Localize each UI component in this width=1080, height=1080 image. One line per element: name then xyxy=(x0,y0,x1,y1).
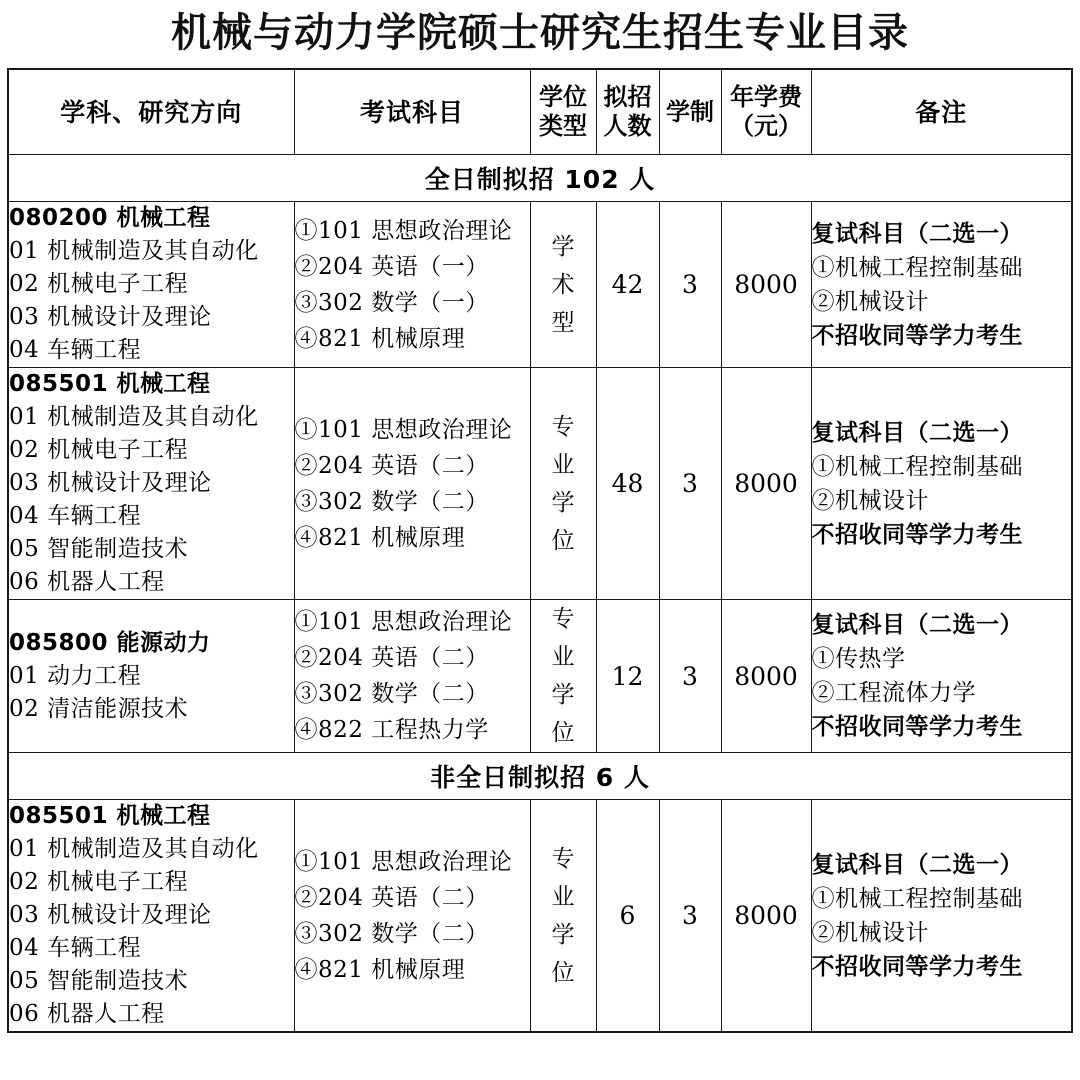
table-header-row xyxy=(8,69,1072,155)
column-header-degree-type-line2: 类型 xyxy=(539,112,587,140)
research-direction-item: 03 机械设计及理论 xyxy=(9,470,212,496)
exam-subject-item: ②204 英语（二） xyxy=(294,645,489,671)
cell-degree-type xyxy=(530,600,596,753)
degree-type-char: 学 xyxy=(551,233,575,260)
page-title: 机械与动力学院硕士研究生招生专业目录 xyxy=(171,9,909,56)
research-direction-item: 01 机械制造及其自动化 xyxy=(9,836,259,862)
exam-subject-item: ①101 思想政治理论 xyxy=(294,609,513,635)
cell-direction xyxy=(8,202,294,368)
cell-exam-subjects xyxy=(294,600,530,753)
major-title: 085501 机械工程 xyxy=(9,371,211,397)
cell-fee: 8000 xyxy=(721,800,811,1033)
exam-subject-item: ④821 机械原理 xyxy=(294,325,466,352)
remarks-title: 复试科目（二选一） xyxy=(811,851,1023,878)
remarks-item: ②工程流体力学 xyxy=(811,680,976,706)
remarks-title: 复试科目（二选一） xyxy=(811,220,1023,247)
column-header-direction-label: 学科、研究方向 xyxy=(60,97,243,127)
section-band-label: 全日制拟招 102 人 xyxy=(424,165,656,194)
remarks-item: ①机械工程控制基础 xyxy=(811,453,1023,480)
remarks-item: ①机械工程控制基础 xyxy=(811,254,1023,281)
degree-type-char: 位 xyxy=(551,959,575,986)
table-row xyxy=(8,368,1072,600)
degree-type-char: 位 xyxy=(551,720,575,746)
exam-subject-item: ③302 数学（二） xyxy=(294,681,489,707)
research-direction-item: 04 车辆工程 xyxy=(9,935,142,961)
research-direction-item: 01 机械制造及其自动化 xyxy=(9,404,259,430)
section-band-cell xyxy=(8,753,1072,800)
degree-type-char: 业 xyxy=(551,883,575,910)
cell-degree-type xyxy=(530,368,596,600)
cell-fee: 8000 xyxy=(721,202,811,368)
cell-fee: 8000 xyxy=(721,368,811,600)
remarks-warning: 不招收同等学力考生 xyxy=(811,953,1023,980)
column-header-degree-type-lines xyxy=(531,83,596,141)
cell-remarks xyxy=(811,600,1072,753)
exam-subject-item: ④821 机械原理 xyxy=(294,524,466,551)
exam-subject-item: ②204 英语（一） xyxy=(294,253,489,280)
column-header-remarks xyxy=(811,69,1072,155)
major-title: 085800 能源动力 xyxy=(9,629,211,656)
degree-type-vertical xyxy=(531,600,596,752)
major-title: 080200 机械工程 xyxy=(9,205,211,231)
research-direction-item: 01 动力工程 xyxy=(9,662,142,689)
section-band-row xyxy=(8,753,1072,800)
remarks-title: 复试科目（二选一） xyxy=(811,419,1023,446)
column-header-fee-lines xyxy=(722,83,811,141)
exam-subject-item: ④822 工程热力学 xyxy=(294,717,489,743)
research-direction-item: 05 智能制造技术 xyxy=(9,968,189,994)
exam-subject-item: ③302 数学（一） xyxy=(294,289,489,316)
column-header-fee xyxy=(721,69,811,155)
exam-subject-item: ④821 机械原理 xyxy=(294,956,466,983)
remarks-item: ②机械设计 xyxy=(811,487,929,514)
exam-subject-item: ①101 思想政治理论 xyxy=(294,416,513,443)
column-header-quota-line1: 拟招 xyxy=(603,83,652,111)
remarks-title: 复试科目（二选一） xyxy=(811,612,1023,638)
degree-type-char: 专 xyxy=(551,606,575,632)
cell-remarks xyxy=(811,800,1072,1033)
degree-type-char: 术 xyxy=(551,271,575,298)
exam-subject-item: ③302 数学（二） xyxy=(294,920,489,947)
remarks-warning: 不招收同等学力考生 xyxy=(811,521,1023,548)
section-band-label: 非全日制拟招 6 人 xyxy=(430,763,650,792)
remarks-item: ②机械设计 xyxy=(811,288,929,315)
degree-type-vertical xyxy=(531,408,596,560)
degree-type-char: 专 xyxy=(551,845,575,872)
degree-type-char: 业 xyxy=(551,644,575,670)
column-header-quota xyxy=(596,69,659,155)
cell-fee: 8000 xyxy=(721,600,811,753)
exam-subject-item: ①101 思想政治理论 xyxy=(294,848,513,875)
research-direction-item: 02 机械电子工程 xyxy=(9,869,189,895)
column-header-fee-line1: 年学费 xyxy=(730,83,802,111)
column-header-degree-type xyxy=(530,69,596,155)
cell-exam-subjects xyxy=(294,800,530,1033)
table-row xyxy=(8,800,1072,1033)
cell-degree-type xyxy=(530,800,596,1033)
section-band-row xyxy=(8,155,1072,202)
cell-duration: 3 xyxy=(659,600,721,753)
cell-exam-subjects xyxy=(294,202,530,368)
degree-type-char: 学 xyxy=(551,682,575,708)
cell-quota: 12 xyxy=(596,600,659,753)
exam-subject-item: ②204 英语（二） xyxy=(294,884,489,911)
research-direction-item: 02 机械电子工程 xyxy=(9,271,189,297)
column-header-fee-line2: （元） xyxy=(730,112,802,140)
cell-direction xyxy=(8,600,294,753)
remarks-item: ②机械设计 xyxy=(811,919,929,946)
exam-subject-item: ①101 思想政治理论 xyxy=(294,217,513,244)
cell-quota: 6 xyxy=(596,800,659,1033)
column-header-duration-label: 学制 xyxy=(666,97,714,126)
admissions-catalog-table xyxy=(7,68,1073,1033)
degree-type-char: 型 xyxy=(551,309,575,336)
degree-type-char: 专 xyxy=(551,413,575,440)
cell-direction xyxy=(8,368,294,600)
research-direction-item: 03 机械设计及理论 xyxy=(9,902,212,928)
research-direction-item: 04 车辆工程 xyxy=(9,337,142,363)
section-band-cell xyxy=(8,155,1072,202)
remarks-item: ①传热学 xyxy=(811,646,906,672)
research-direction-item: 06 机器人工程 xyxy=(9,1001,165,1027)
table-row xyxy=(8,600,1072,753)
degree-type-char: 位 xyxy=(551,527,575,554)
column-header-remarks-label: 备注 xyxy=(915,97,968,127)
research-direction-item: 02 清洁能源技术 xyxy=(9,695,189,722)
cell-duration: 3 xyxy=(659,368,721,600)
column-header-exam-subjects xyxy=(294,69,530,155)
column-header-quota-line2: 人数 xyxy=(603,112,652,140)
exam-subject-item: ②204 英语（二） xyxy=(294,452,489,479)
cell-quota: 48 xyxy=(596,368,659,600)
degree-type-vertical xyxy=(531,228,596,342)
column-header-duration xyxy=(659,69,721,155)
degree-type-char: 学 xyxy=(551,489,575,516)
remarks-warning: 不招收同等学力考生 xyxy=(811,322,1023,349)
degree-type-char: 学 xyxy=(551,921,575,948)
research-direction-item: 04 车辆工程 xyxy=(9,503,142,529)
research-direction-item: 02 机械电子工程 xyxy=(9,437,189,463)
degree-type-char: 业 xyxy=(551,451,575,478)
cell-duration: 3 xyxy=(659,202,721,368)
column-header-exam-subjects-label: 考试科目 xyxy=(359,97,464,127)
cell-remarks xyxy=(811,202,1072,368)
exam-subject-item: ③302 数学（二） xyxy=(294,488,489,515)
remarks-item: ①机械工程控制基础 xyxy=(811,885,1023,912)
cell-exam-subjects xyxy=(294,368,530,600)
major-title: 085501 机械工程 xyxy=(9,803,211,829)
cell-duration: 3 xyxy=(659,800,721,1033)
table-row xyxy=(8,202,1072,368)
research-direction-item: 05 智能制造技术 xyxy=(9,536,189,562)
cell-direction xyxy=(8,800,294,1033)
column-header-degree-type-line1: 学位 xyxy=(539,83,587,111)
cell-degree-type xyxy=(530,202,596,368)
column-header-quota-lines xyxy=(597,83,659,141)
degree-type-vertical xyxy=(531,840,596,992)
research-direction-item: 03 机械设计及理论 xyxy=(9,304,212,330)
research-direction-item: 06 机器人工程 xyxy=(9,569,165,595)
remarks-warning: 不招收同等学力考生 xyxy=(811,714,1023,740)
cell-quota: 42 xyxy=(596,202,659,368)
research-direction-item: 01 机械制造及其自动化 xyxy=(9,238,259,264)
column-header-direction xyxy=(8,69,294,155)
cell-remarks xyxy=(811,368,1072,600)
